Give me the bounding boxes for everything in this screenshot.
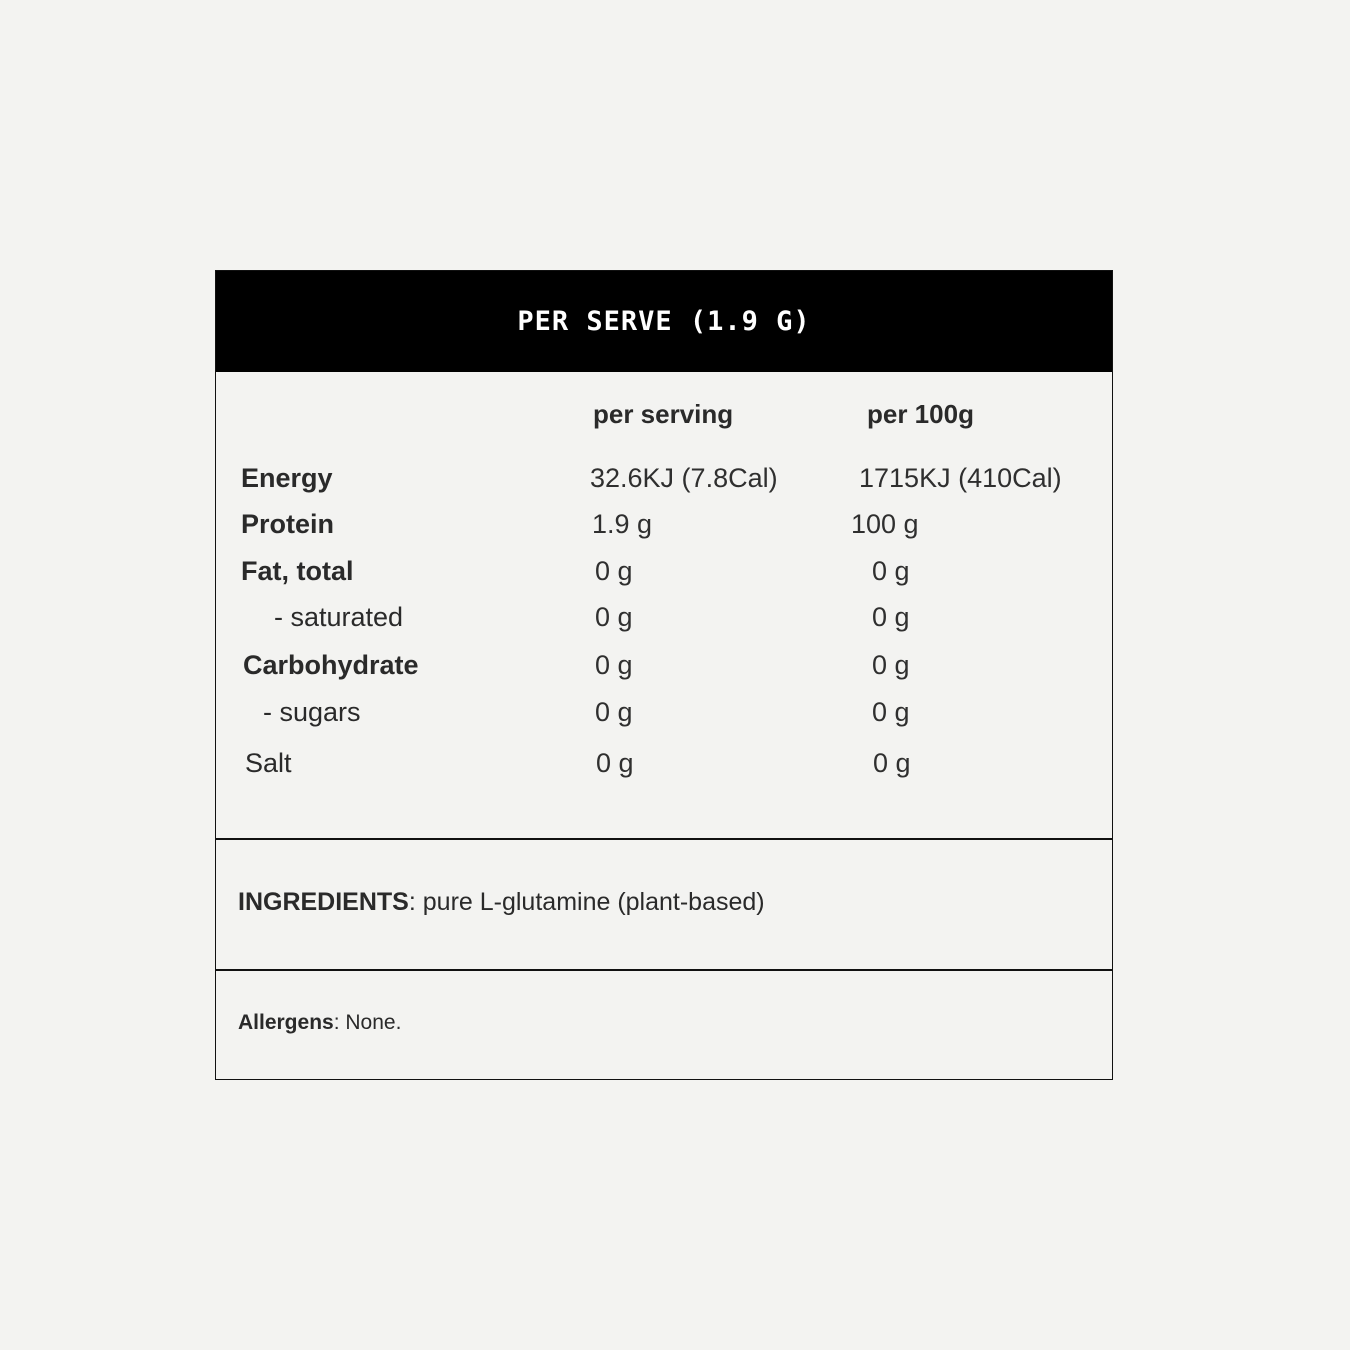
row-value-per-serving: 0 g (595, 650, 633, 680)
nutrition-panel (215, 270, 1113, 1080)
table-row-energy (216, 463, 1112, 503)
panel-header (216, 271, 1112, 372)
row-value-per-serving: 1.9 g (592, 509, 653, 539)
row-value-per-serving: 32.6KJ (7.8Cal) (590, 463, 778, 493)
column-header-per-serving: per serving (593, 399, 734, 429)
row-label: - sugars (263, 697, 361, 727)
row-label: - saturated (274, 602, 404, 632)
table-row-protein (216, 509, 1112, 549)
table-row-sugars (216, 697, 1112, 737)
ingredients-separator: : (408, 888, 423, 916)
ingredients-line (238, 888, 765, 917)
column-header-per-100g: per 100g (867, 399, 974, 429)
table-row-fat-total (216, 556, 1112, 596)
row-value-per-100g: 0 g (872, 650, 910, 680)
row-value-per-100g: 0 g (872, 556, 910, 586)
row-value-per-serving: 0 g (595, 697, 633, 727)
nutrition-table (216, 372, 1112, 839)
row-label: Salt (245, 748, 292, 778)
row-label: Energy (241, 463, 333, 493)
divider (216, 969, 1112, 971)
row-value-per-100g: 0 g (872, 697, 910, 727)
row-value-per-100g: 100 g (851, 509, 919, 539)
row-value-per-100g: 0 g (873, 748, 911, 778)
ingredients-text: pure L-glutamine (plant-based) (422, 888, 765, 916)
table-row-saturated (216, 602, 1112, 642)
allergens-separator: : (333, 1011, 346, 1034)
row-value-per-serving: 0 g (595, 556, 633, 586)
row-value-per-100g: 0 g (872, 602, 910, 632)
ingredients-label: INGREDIENTS (238, 888, 409, 916)
row-value-per-serving: 0 g (595, 602, 633, 632)
allergens-text: None. (345, 1011, 402, 1034)
row-label: Protein (241, 509, 335, 539)
row-label: Fat, total (241, 556, 354, 586)
table-row-salt (216, 748, 1112, 788)
table-row-carbohydrate (216, 650, 1112, 690)
panel-title: PER SERVE (1.9 G) (517, 306, 811, 337)
allergens-line (238, 1011, 401, 1035)
row-value-per-serving: 0 g (596, 748, 634, 778)
allergens-label: Allergens (238, 1011, 334, 1034)
divider (216, 838, 1112, 840)
row-value-per-100g: 1715KJ (410Cal) (859, 463, 1062, 493)
row-label: Carbohydrate (243, 650, 419, 680)
